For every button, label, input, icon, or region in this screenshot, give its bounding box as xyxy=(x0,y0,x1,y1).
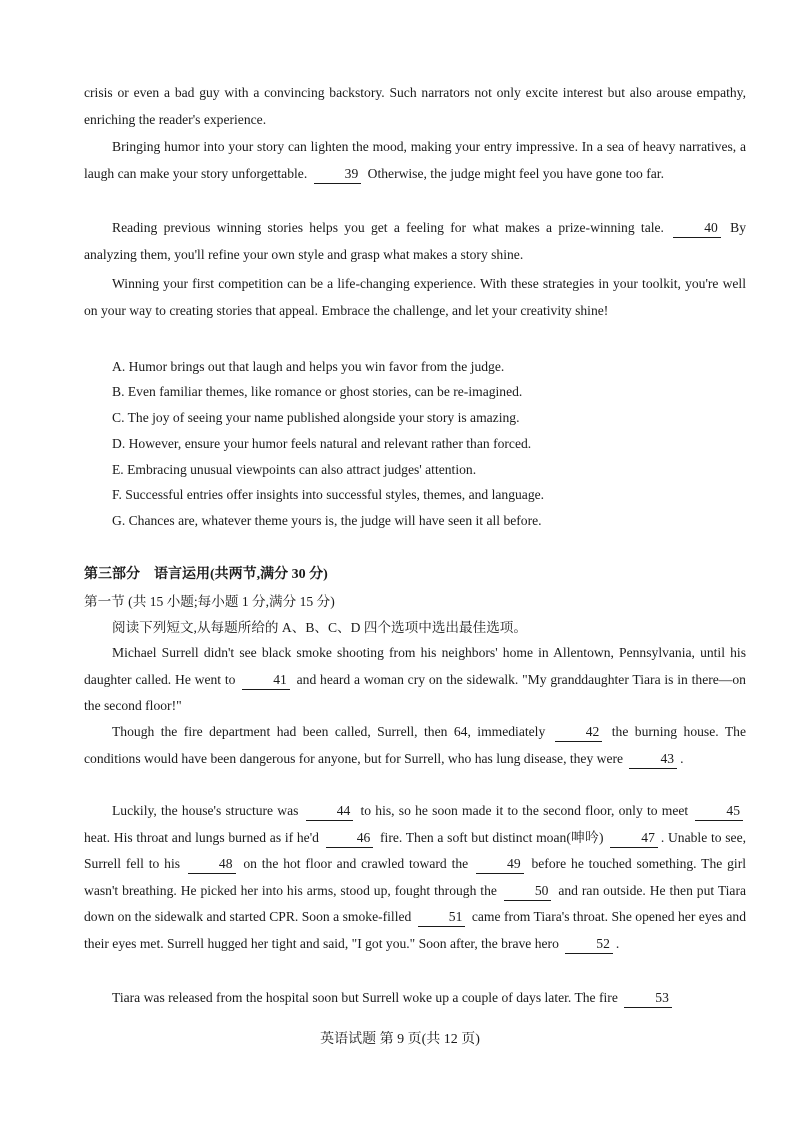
page-footer: 英语试题 第 9 页(共 12 页) xyxy=(320,1032,480,1047)
answer-blank-43[interactable]: 43 xyxy=(629,750,677,769)
cloze-paragraph-4: Tiara was released from the hospital soon but Surrell woke up a couple of days later. The fire 53 xyxy=(84,985,746,1012)
answer-blank-51[interactable]: 51 xyxy=(418,908,466,927)
answer-blank-50[interactable]: 50 xyxy=(504,882,552,901)
answer-blank-39[interactable]: 39 xyxy=(314,165,362,184)
instruction-text: 阅读下列短文,从每题所给的 A、B、C、D 四个选项中选出最佳选项。 xyxy=(112,620,527,635)
answer-blank-45[interactable]: 45 xyxy=(695,802,743,821)
answer-blank-53[interactable]: 53 xyxy=(624,989,672,1008)
answer-blank-46[interactable]: 46 xyxy=(326,829,374,848)
answer-blank-40[interactable]: 40 xyxy=(673,219,721,238)
cloze-paragraph-2: Though the fire department had been called, Surrell, then 64, immediately 42 the burning house. The conditions would have been dangerous for anyone, but for Surrell, who has lung disease, they were 43 . xyxy=(84,719,746,772)
answer-blank-44[interactable]: 44 xyxy=(306,802,354,821)
paragraph-narrators: crisis or even a bad guy with a convincing backstory. Such narrators not only excite interest but also arouse empathy, enriching the reader's experience. xyxy=(84,85,746,127)
option-a: A. Humor brings out that laugh and helps you win favor from the judge. xyxy=(112,359,505,374)
option-e: E. Embracing unusual viewpoints can also attract judges' attention. xyxy=(112,462,477,477)
answer-blank-42[interactable]: 42 xyxy=(555,723,603,742)
answer-blank-52[interactable]: 52 xyxy=(565,935,613,954)
cloze-paragraph-3: Luckily, the house's structure was 44 to his, so he soon made it to the second floor, only to meet 45 heat. His throat and lungs burned as if he'd 46 fire. Then a soft but distinct moan(呻吟) 47 . Unable to see, Surrell fell to his 48 on the hot floor and crawled toward the 49 before he touched something. The girl wasn't breathing. He picked her into his arms, stood up, fought through the 50 and ran outside. He then put Tiara down on the sidewalk and started CPR. Soon a smoke-filled 51 came from Tiara's throat. She opened her eyes and their eyes met. Surrell hugged her tight and said, "I got you." Soon after, the brave hero 52 . xyxy=(84,798,746,957)
paragraph-conclusion: Winning your first competition can be a life-changing experience. With these strategies in your toolkit, you're well on your way to creating stories that appeal. Embrace the challenge, and let your creativity shine! xyxy=(84,276,746,318)
option-c: C. The joy of seeing your name published alongside your story is amazing. xyxy=(112,410,520,425)
option-f: F. Successful entries offer insights into successful styles, themes, and language. xyxy=(112,487,545,502)
answer-blank-47[interactable]: 47 xyxy=(610,829,658,848)
answer-blank-49[interactable]: 49 xyxy=(476,855,524,874)
option-b: B. Even familiar themes, like romance or ghost stories, can be re-imagined. xyxy=(112,384,523,399)
paragraph-humor: Bringing humor into your story can lighten the mood, making your entry impressive. In a sea of heavy narratives, a laugh can make your story unforgettable. 39 Otherwise, the judge might feel you have gone too far. xyxy=(84,134,746,187)
option-d: D. However, ensure your humor feels natural and relevant rather than forced. xyxy=(112,436,532,451)
cloze-paragraph-1: Michael Surrell didn't see black smoke shooting from his neighbors' home in Allentown, Pennsylvania, until his daughter called. He went to 41 and heard a woman cry on the sidewalk. "My granddaughter Tiara is in there—on the second floor!" xyxy=(84,645,746,713)
paragraph-reading-winners: Reading previous winning stories helps you get a feeling for what makes a prize-winning tale. 40 By analyzing them, you'll refine your own style and grasp what makes a story shine. xyxy=(84,220,746,262)
answer-blank-41[interactable]: 41 xyxy=(242,671,290,690)
answer-blank-48[interactable]: 48 xyxy=(188,855,236,874)
subsection-heading: 第一节 (共 15 小题;每小题 1 分,满分 15 分) xyxy=(84,594,335,609)
option-g: G. Chances are, whatever theme yours is, the judge will have seen it all before. xyxy=(112,513,542,528)
section-heading: 第三部分 语言运用(共两节,满分 30 分) xyxy=(84,567,328,582)
